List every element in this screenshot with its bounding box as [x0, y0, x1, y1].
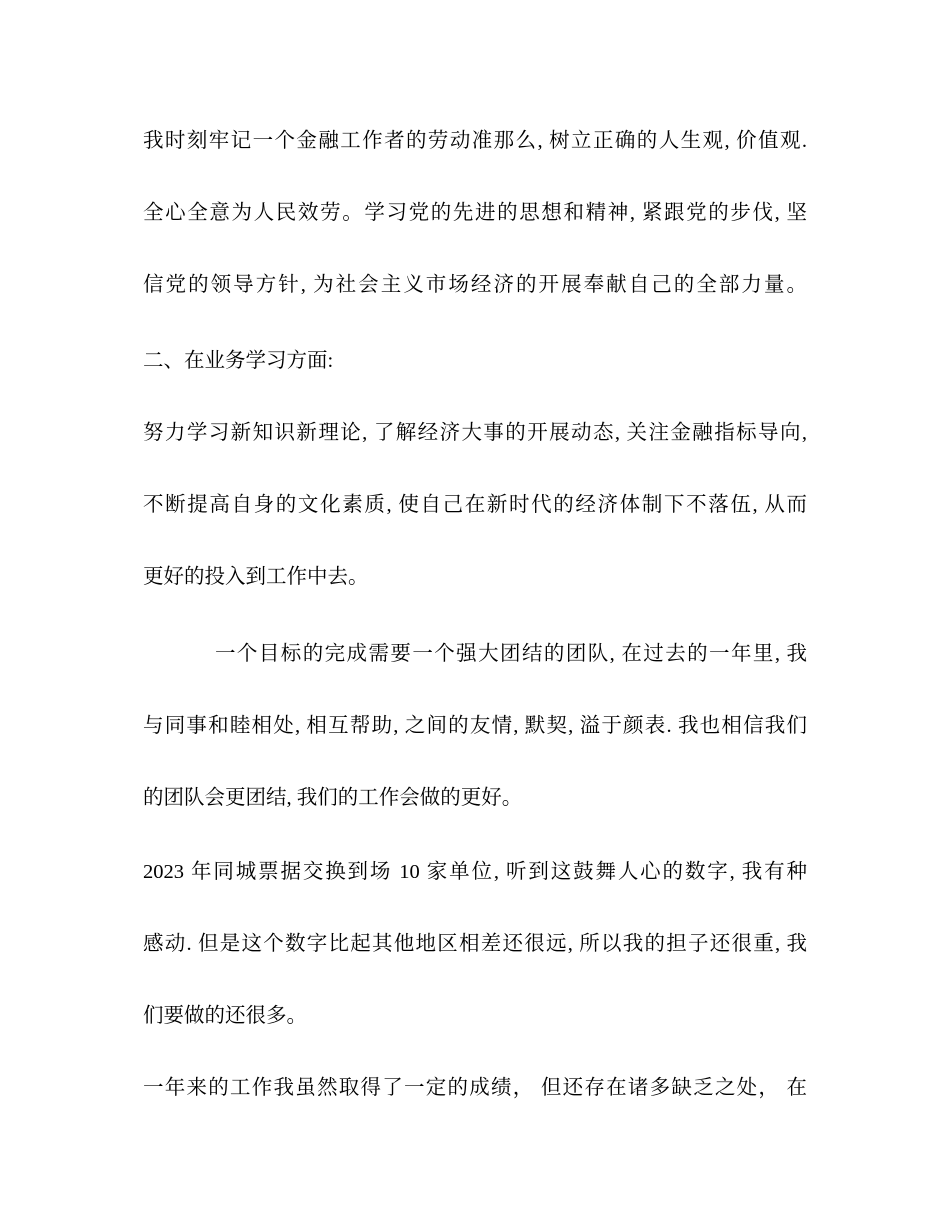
doc-line-9: 与同事和睦相处, 相互帮助, 之间的友情, 默契, 溢于颜表. 我也相信我们	[143, 715, 807, 737]
doc-line-8: 一个目标的完成需要一个强大团结的团队, 在过去的一年里, 我	[215, 643, 807, 665]
doc-line-6: 不断提高自身的文化素质, 使自己在新时代的经济体制下不落伍, 从而	[143, 494, 807, 516]
doc-line-5: 努力学习新知识新理论, 了解经济大事的开展动态, 关注金融指标导向,	[143, 422, 807, 444]
doc-line-11: 2023 年同城票据交换到场 10 家单位, 听到这鼓舞人心的数字, 我有种	[143, 861, 807, 883]
doc-line-4-section-heading: 二、在业务学习方面:	[143, 350, 334, 372]
doc-line-7: 更好的投入到工作中去。	[143, 566, 369, 588]
doc-line-1: 我时刻牢记一个金融工作者的劳动准那么, 树立正确的人生观, 价值观.	[143, 130, 807, 152]
doc-line-14: 一年来的工作我虽然取得了一定的成绩， 但还存在诸多缺乏之处， 在	[143, 1077, 807, 1099]
doc-line-12: 感动. 但是这个数字比起其他地区相差还很远, 所以我的担子还很重, 我	[143, 933, 807, 955]
doc-line-13: 们要做的还很多。	[143, 1005, 307, 1027]
doc-line-2: 全心全意为人民效劳。学习党的先进的思想和精神, 紧跟党的步伐, 坚	[143, 202, 807, 224]
doc-line-3: 信党的领导方针, 为社会主义市场经济的开展奉献自己的全部力量。	[143, 274, 807, 296]
doc-line-10: 的团队会更团结, 我们的工作会做的更好。	[143, 787, 523, 809]
